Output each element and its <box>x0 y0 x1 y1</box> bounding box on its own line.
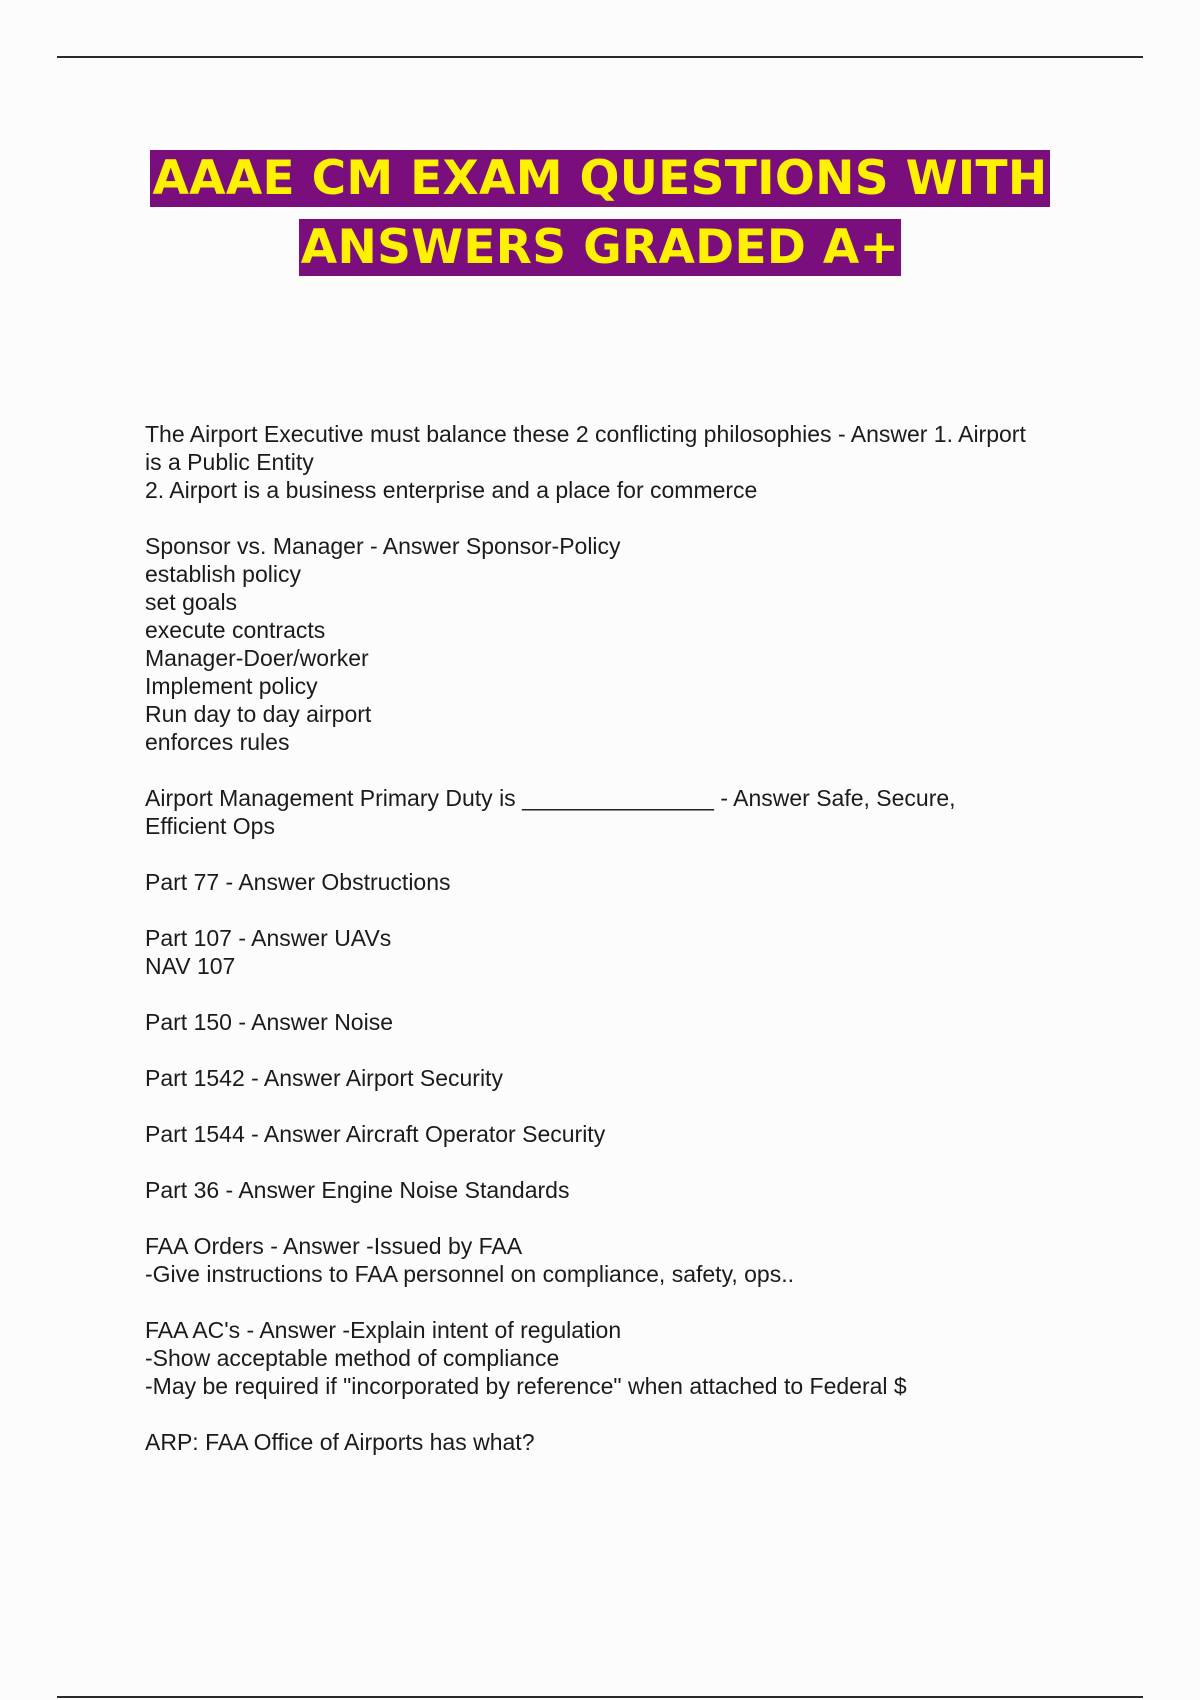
qa-line: set goals <box>145 589 238 615</box>
qa-line: ARP: FAA Office of Airports has what? <box>145 1429 535 1455</box>
qa-entry <box>145 868 1095 896</box>
footer-rule <box>57 1696 1143 1698</box>
qa-line: establish policy <box>145 561 301 587</box>
qa-entry <box>145 1232 1095 1288</box>
qa-line: Part 1544 - Answer Aircraft Operator Security <box>145 1121 606 1147</box>
qa-line: -Give instructions to FAA personnel on compliance, safety, ops.. <box>145 1261 795 1287</box>
qa-line: Run day to day airport <box>145 701 372 727</box>
qa-line: Part 36 - Answer Engine Noise Standards <box>145 1177 570 1203</box>
qa-line: FAA Orders - Answer -Issued by FAA <box>145 1233 523 1259</box>
qa-entry <box>145 1428 1095 1456</box>
qa-line: Manager-Doer/worker <box>145 645 369 671</box>
title-line-2: ANSWERS GRADED A+ <box>300 220 900 275</box>
qa-line: Part 1542 - Answer Airport Security <box>145 1065 503 1091</box>
qa-line: 2. Airport is a business enterprise and a place for commerce <box>145 477 758 503</box>
qa-entry <box>145 1064 1095 1092</box>
qa-line: Part 77 - Answer Obstructions <box>145 869 451 895</box>
qa-line: FAA AC's - Answer -Explain intent of regulation <box>145 1317 622 1343</box>
qa-line: -May be required if "incorporated by reference" when attached to Federal $ <box>145 1373 907 1399</box>
qa-line: NAV 107 <box>145 953 236 979</box>
qa-line: -Show acceptable method of compliance <box>145 1345 560 1371</box>
qa-entry <box>145 420 1095 504</box>
header-rule <box>57 56 1143 58</box>
qa-entry <box>145 1120 1095 1148</box>
qa-entry <box>145 532 1095 756</box>
qa-line: Airport Management Primary Duty is _______________ - Answer Safe, Secure, <box>145 785 956 811</box>
qa-entry <box>145 924 1095 980</box>
qa-entry <box>145 1176 1095 1204</box>
title-line-1: AAAE CM EXAM QUESTIONS WITH <box>152 151 1048 206</box>
qa-line: Efficient Ops <box>145 813 275 839</box>
qa-line: execute contracts <box>145 617 326 643</box>
qa-line: enforces rules <box>145 729 290 755</box>
qa-line: Implement policy <box>145 673 318 699</box>
qa-line: Sponsor vs. Manager - Answer Sponsor-Policy <box>145 533 621 559</box>
document-title <box>140 144 1060 282</box>
qa-entry <box>145 1008 1095 1036</box>
qa-line: is a Public Entity <box>145 449 314 475</box>
qa-entry <box>145 784 1095 840</box>
qa-list <box>145 420 1095 1484</box>
qa-entry <box>145 1316 1095 1400</box>
qa-line: Part 150 - Answer Noise <box>145 1009 394 1035</box>
qa-line: Part 107 - Answer UAVs <box>145 925 392 951</box>
qa-line: The Airport Executive must balance these 2 conflicting philosophies - Answer 1. Airport <box>145 421 1026 447</box>
